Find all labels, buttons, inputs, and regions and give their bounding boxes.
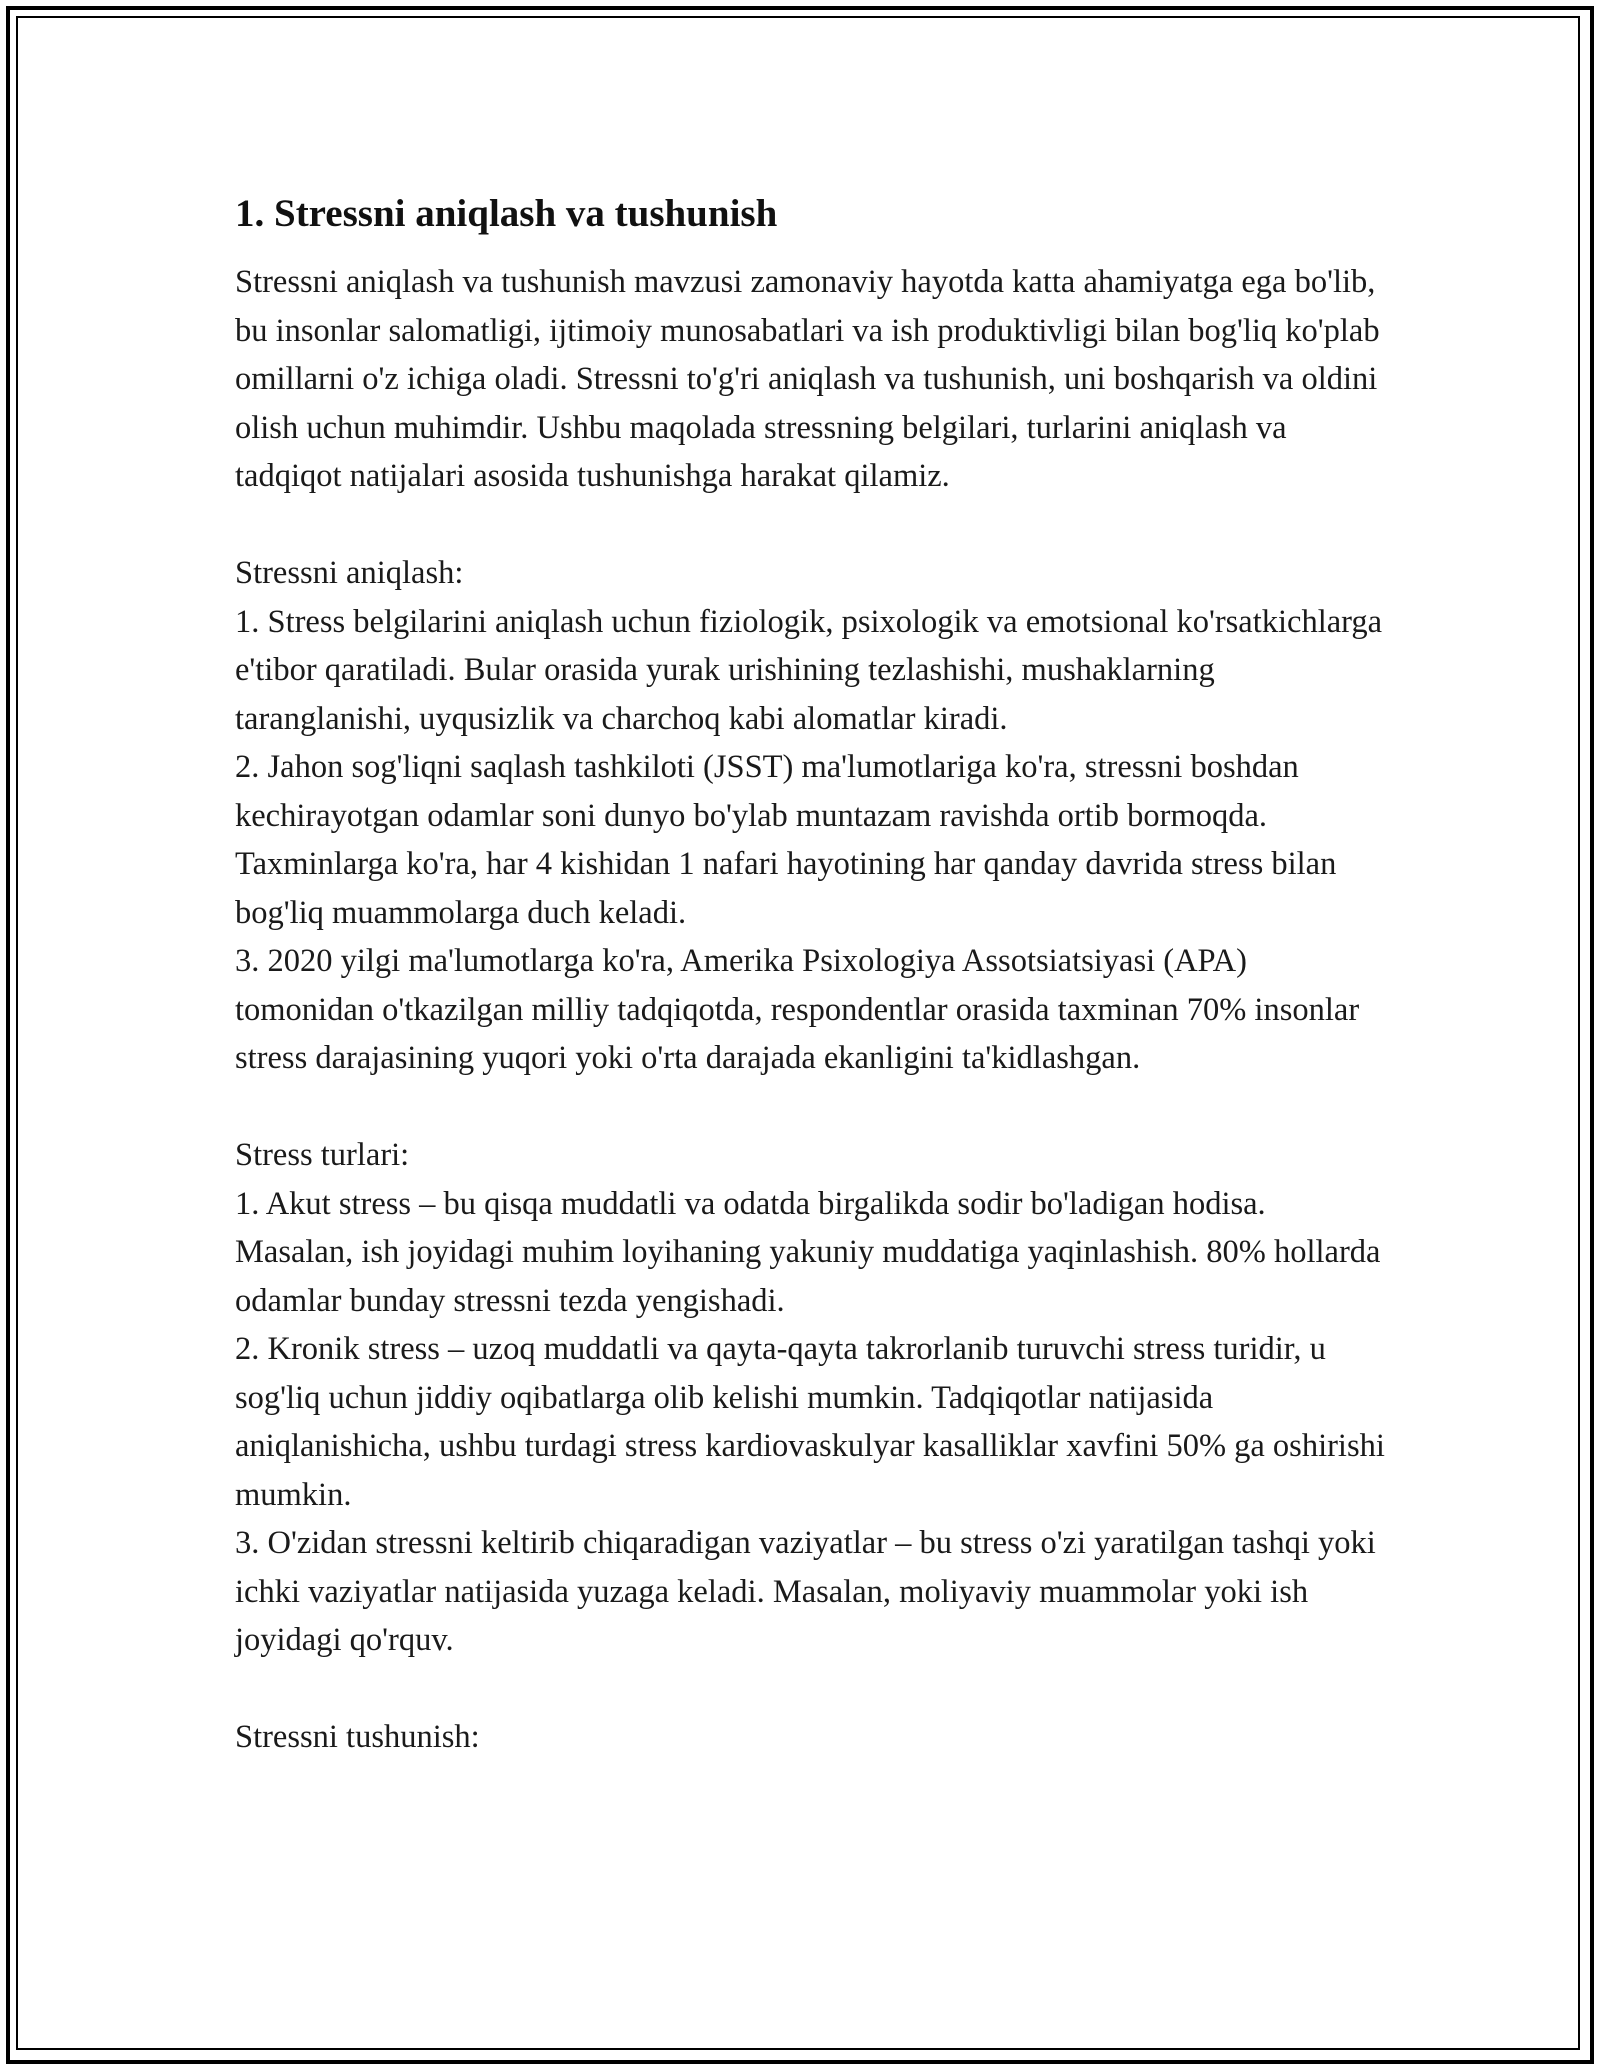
identification-item-1: 1. Stress belgilarini aniqlash uchun fiziologik, psixologik va emotsional ko'rsatkichlarga e'tibor qaratiladi. Bular orasida yurak urishining tezlashishi, mushaklarning taranglanishi, uyqusizlik va charchoq kabi alomatlar kiradi. — [235, 603, 1383, 737]
types-item-3: 3. O'zidan stressni keltirib chiqaradigan vaziyatlar – bu stress o'zi yaratilgan tashqi yoki ichki vaziyatlar natijasida yuzaga keladi. Masalan, moliyaviy muammolar yoki ish joyidagi qo'rquv. — [235, 1525, 1376, 1658]
understanding-block — [235, 1713, 1385, 1762]
types-block — [235, 1131, 1385, 1665]
document-page — [235, 188, 1385, 1762]
types-item-1: 1. Akut stress – bu qisqa muddatli va odatda birgalikda sodir bo'ladigan hodisa. Masalan, ish joyidagi muhim loyihaning yakuniy muddatiga yaqinlashish. 80% hollarda odamlar bunday stressni tezda yengishadi. — [235, 1185, 1381, 1319]
paragraph-gap — [235, 1083, 1385, 1132]
identification-block — [235, 549, 1385, 1083]
section-heading: 1. Stressni aniqlash va tushunish — [235, 192, 778, 235]
identification-item-2: 2. Jahon sog'liqni saqlash tashkiloti (JSST) ma'lumotlariga ko'ra, stressni boshdan kechirayotgan odamlar soni dunyo bo'ylab muntazam ravishda ortib bormoqda. Taxminlarga ko'ra, har 4 kishidan 1 nafari hayotining har qanday davrida stress bilan bog'liq muammolarga duch keladi. — [235, 749, 1337, 931]
paragraph-gap — [235, 501, 1385, 550]
paragraph-gap — [235, 1665, 1385, 1714]
identification-title: Stressni aniqlash: — [235, 555, 464, 591]
types-title: Stress turlari: — [235, 1137, 410, 1173]
identification-item-3: 3. 2020 yilgi ma'lumotlarga ko'ra, Amerika Psixologiya Assotsiatsiyasi (APA) tomonidan o'tkazilgan milliy tadqiqotda, respondentlar orasida taxminan 70% insonlar stress darajasining yuqori yoki o'rta darajada ekanligini ta'kidlashgan. — [235, 943, 1360, 1076]
understanding-title: Stressni tushunish: — [235, 1719, 480, 1755]
types-item-2: 2. Kronik stress – uzoq muddatli va qayta-qayta takrorlanib turuvchi stress turidir, u sog'liq uchun jiddiy oqibatlarga olib kelishi mumkin. Tadqiqotlar natijasida aniqlanishicha, ushbu turdagi stress kardiovaskulyar kasalliklar xavfini 50% ga oshirishi mumkin. — [235, 1331, 1385, 1513]
intro-paragraph: Stressni aniqlash va tushunish mavzusi zamonaviy hayotda katta ahamiyatga ega bo'lib, bu insonlar salomatligi, ijtimoiy munosabatlari va ish produktivligi bilan bog'liq ko'plab omillarni o'z ichiga oladi. Stressni to'g'ri aniqlash va tushunish, uni boshqarish va oldini olish uchun muhimdir. Ushbu maqolada stressning belgilari, turlarini aniqlash va tadqiqot natijalari asosida tushunishga harakat qilamiz. — [235, 264, 1380, 494]
